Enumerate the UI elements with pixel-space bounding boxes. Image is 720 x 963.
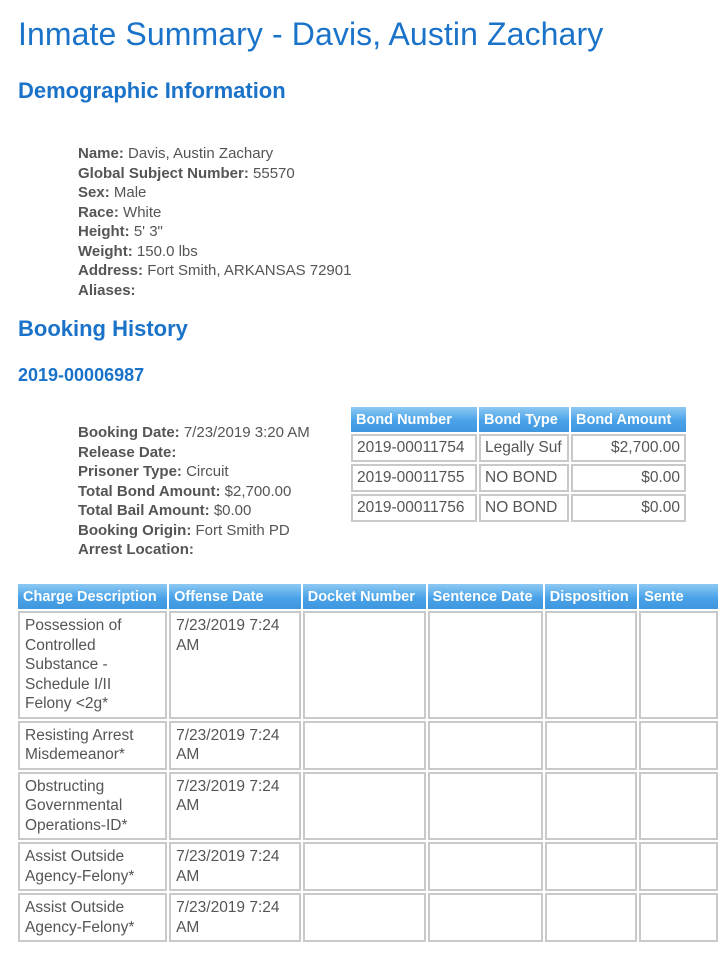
field-prisoner-type bbox=[78, 462, 310, 482]
field-label: Global Subject Number: bbox=[78, 164, 249, 182]
charge-description-cell: Resisting Arrest Misdemeanor* bbox=[18, 721, 167, 770]
field-arrest-location bbox=[78, 540, 310, 560]
column-header-disposition: Disposition bbox=[545, 584, 637, 609]
bond-number-cell: 2019-00011754 bbox=[351, 434, 477, 462]
sentence-cell bbox=[639, 611, 718, 719]
booking-history-heading: Booking History bbox=[18, 316, 188, 341]
offense-date-cell: 7/23/2019 7:24 AM bbox=[169, 893, 301, 942]
field-address bbox=[78, 261, 351, 281]
table-row bbox=[18, 842, 718, 891]
bond-type-cell: NO BOND bbox=[479, 494, 569, 522]
field-value: Fort Smith PD bbox=[195, 521, 290, 539]
column-header-docket-number: Docket Number bbox=[303, 584, 426, 609]
booking-info bbox=[78, 423, 310, 560]
field-label: Prisoner Type: bbox=[78, 463, 182, 480]
demographic-info bbox=[78, 144, 351, 300]
docket-number-cell bbox=[303, 842, 426, 891]
table-row bbox=[351, 464, 686, 492]
field-value: $2,700.00 bbox=[224, 482, 292, 500]
disposition-cell bbox=[545, 721, 637, 770]
docket-number-cell bbox=[303, 721, 426, 770]
bond-type-cell: Legally Suf bbox=[479, 434, 569, 462]
docket-number-cell bbox=[303, 893, 426, 942]
bond-type-cell: NO BOND bbox=[479, 464, 569, 492]
field-label: Release Date: bbox=[78, 443, 177, 461]
field-sex bbox=[78, 183, 351, 203]
offense-date-cell: 7/23/2019 7:24 AM bbox=[169, 772, 301, 841]
field-label: Booking Origin: bbox=[78, 521, 192, 539]
table-row bbox=[351, 434, 686, 462]
charges-table-viewport bbox=[16, 582, 720, 963]
field-aliases bbox=[78, 281, 351, 301]
bond-amount-cell: $2,700.00 bbox=[571, 434, 686, 462]
field-value: Circuit bbox=[186, 463, 229, 480]
field-label: Total Bond Amount: bbox=[78, 482, 221, 500]
offense-date-cell: 7/23/2019 7:24 AM bbox=[169, 842, 301, 891]
disposition-cell bbox=[545, 772, 637, 841]
column-header-sentence-date: Sentence Date bbox=[428, 584, 543, 609]
field-booking-origin bbox=[78, 521, 310, 541]
charge-description-cell: Assist Outside Agency-Felony* bbox=[18, 893, 167, 942]
docket-number-cell bbox=[303, 772, 426, 841]
demographic-heading: Demographic Information bbox=[18, 78, 286, 103]
sentence-date-cell bbox=[428, 842, 543, 891]
field-name bbox=[78, 144, 351, 164]
bond-number-cell: 2019-00011756 bbox=[351, 494, 477, 522]
field-label: Sex: bbox=[78, 184, 110, 201]
charge-description-cell: Possession of Controlled Substance - Schedule I/II Felony <2g* bbox=[18, 611, 167, 719]
field-label: Aliases: bbox=[78, 281, 136, 299]
field-label: Weight: bbox=[78, 242, 133, 260]
field-label: Address: bbox=[78, 262, 144, 279]
bond-table bbox=[349, 405, 688, 524]
column-header-sentence: Sente bbox=[639, 584, 718, 609]
sentence-cell bbox=[639, 842, 718, 891]
field-label: Booking Date: bbox=[78, 424, 180, 441]
charge-description-cell: Assist Outside Agency-Felony* bbox=[18, 842, 167, 891]
sentence-cell bbox=[639, 893, 718, 942]
sentence-date-cell bbox=[428, 893, 543, 942]
table-row bbox=[18, 772, 718, 841]
field-value: White bbox=[123, 203, 162, 221]
field-height bbox=[78, 222, 351, 242]
disposition-cell bbox=[545, 893, 637, 942]
bond-amount-cell: $0.00 bbox=[571, 494, 686, 522]
table-row bbox=[18, 611, 718, 719]
field-total-bond-amount bbox=[78, 482, 310, 502]
field-label: Total Bail Amount: bbox=[78, 502, 210, 519]
docket-number-cell bbox=[303, 611, 426, 719]
field-value: Male bbox=[113, 184, 147, 201]
disposition-cell bbox=[545, 611, 637, 719]
sentence-cell bbox=[639, 772, 718, 841]
offense-date-cell: 7/23/2019 7:24 AM bbox=[169, 611, 301, 719]
sentence-date-cell bbox=[428, 721, 543, 770]
column-header-bond-amount: Bond Amount bbox=[571, 407, 686, 432]
field-total-bail-amount bbox=[78, 501, 310, 521]
field-label: Name: bbox=[78, 145, 124, 162]
booking-number-link[interactable]: 2019-00006987 bbox=[18, 365, 145, 385]
table-row bbox=[351, 494, 686, 522]
column-header-bond-number: Bond Number bbox=[351, 407, 477, 432]
bond-header-row bbox=[351, 407, 686, 432]
sentence-date-cell bbox=[428, 611, 543, 719]
field-value: Fort Smith, ARKANSAS 72901 bbox=[147, 262, 352, 279]
bond-amount-cell: $0.00 bbox=[571, 464, 686, 492]
field-label: Race: bbox=[78, 203, 119, 221]
offense-date-cell: 7/23/2019 7:24 AM bbox=[169, 721, 301, 770]
field-global-subject-number bbox=[78, 164, 351, 184]
table-row bbox=[18, 721, 718, 770]
bond-number-cell: 2019-00011755 bbox=[351, 464, 477, 492]
column-header-bond-type: Bond Type bbox=[479, 407, 569, 432]
field-value: Davis, Austin Zachary bbox=[128, 145, 274, 162]
field-booking-date bbox=[78, 423, 310, 443]
charge-description-cell: Obstructing Governmental Operations-ID* bbox=[18, 772, 167, 841]
field-label: Height: bbox=[78, 223, 130, 240]
page-title: Inmate Summary - Davis, Austin Zachary bbox=[18, 16, 604, 52]
field-value: 7/23/2019 3:20 AM bbox=[183, 424, 310, 441]
field-value: 150.0 lbs bbox=[136, 242, 198, 260]
field-value: $0.00 bbox=[213, 502, 252, 519]
field-weight bbox=[78, 242, 351, 262]
disposition-cell bbox=[545, 842, 637, 891]
charges-header-row bbox=[18, 584, 718, 609]
table-row bbox=[18, 893, 718, 942]
field-release-date bbox=[78, 443, 310, 463]
field-race bbox=[78, 203, 351, 223]
field-value: 55570 bbox=[253, 164, 295, 182]
field-label: Arrest Location: bbox=[78, 541, 194, 558]
field-value: 5' 3" bbox=[133, 223, 163, 240]
column-header-charge-description: Charge Description bbox=[18, 584, 167, 609]
charges-table bbox=[16, 582, 720, 944]
column-header-offense-date: Offense Date bbox=[169, 584, 301, 609]
sentence-cell bbox=[639, 721, 718, 770]
sentence-date-cell bbox=[428, 772, 543, 841]
